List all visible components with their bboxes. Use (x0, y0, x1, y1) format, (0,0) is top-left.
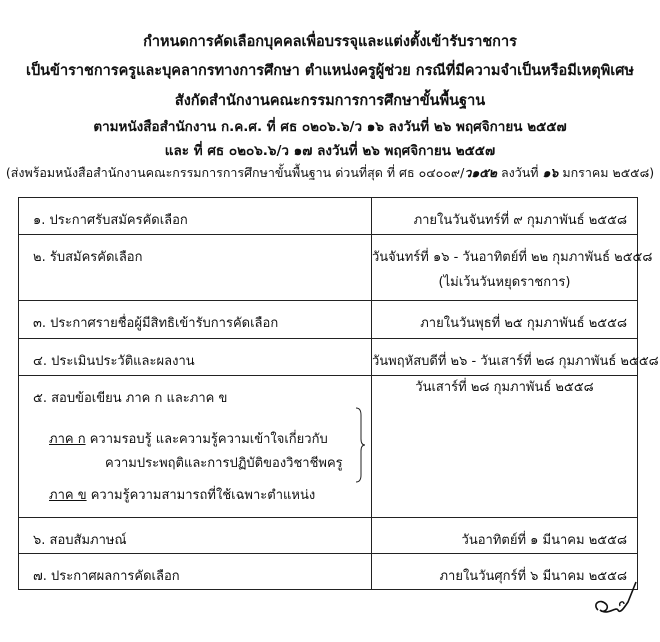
part-a-line (49, 428, 328, 449)
reference-line-2: และ ที่ ศธ ๐๒๐๖.๖/ว ๑๗ ลงวันที่ ๒๖ พฤศจิกายน ๒๕๕๗ (164, 143, 496, 159)
handwritten-day: ๑๖ (542, 165, 559, 180)
table-row (19, 376, 638, 518)
title-line-3: สังกัดสำนักงานคณะกรรมการการศึกษาขั้นพื้นฐาน (174, 93, 486, 109)
part-b-label: ภาค ข (49, 488, 87, 503)
schedule-date: ภายในวันศุกร์ที่ ๖ มีนาคม ๒๕๕๘ (439, 569, 627, 584)
part-a-line-2: ความประพฤติและการปฏิบัติของวิชาชีพครู (105, 456, 343, 471)
part-b-line (49, 484, 315, 505)
handwritten-signature-icon (590, 580, 640, 620)
table-row (19, 554, 638, 590)
schedule-date: ภายในวันจันทร์ที่ ๙ กุมภาพันธ์ ๒๕๕๘ (413, 213, 627, 228)
right-brace-icon (355, 407, 365, 483)
table-row (19, 198, 638, 235)
table-row (19, 339, 638, 376)
cover-letter-note (0, 163, 660, 183)
schedule-date: วันเสาร์ที่ ๒๘ กุมภาพันธ์ ๒๕๕๘ (415, 380, 594, 395)
table-row (19, 301, 638, 339)
schedule-item: ๓. ประกาศรายชื่อผู้มีสิทธิเข้ารับการคัดเลือก (33, 316, 279, 331)
schedule-date: วันพฤหัสบดีที่ ๒๖ - วันเสาร์ที่ ๒๘ กุมภาพันธ์ ๒๕๕๘ (372, 354, 659, 369)
schedule-item: ๕. สอบข้อเขียน ภาค ก และภาค ข (33, 391, 228, 406)
note-suffix: มกราคม ๒๕๕๘) (558, 165, 655, 180)
schedule-date: วันจันทร์ที่ ๑๖ - วันอาทิตย์ที่ ๒๒ กุมภาพันธ์ ๒๕๕๘ (372, 250, 653, 265)
schedule-item: ๗. ประกาศผลการคัดเลือก (33, 569, 180, 584)
part-b-text: ความรู้ความสามารถที่ใช้เฉพาะตำแหน่ง (86, 488, 316, 503)
schedule-item: ๔. ประเมินประวัติและผลงาน (33, 354, 195, 369)
title-line-2: เป็นข้าราชการครูและบุคลากรทางการศึกษา ตำแหน่งครูผู้ช่วย กรณีที่มีความจำเป็นหรือมีเหตุพิเศษ (25, 63, 634, 79)
schedule-item: ๑. ประกาศรับสมัครคัดเลือก (33, 213, 188, 228)
exam-parts (19, 408, 371, 502)
schedule-date: ภายในวันพุธที่ ๒๕ กุมภาพันธ์ ๒๕๕๘ (420, 316, 627, 331)
handwritten-letter-number: ว๑๕๒ (464, 165, 497, 180)
table-row (19, 518, 638, 554)
table-row (19, 235, 638, 301)
note-prefix: (ส่งพร้อมหนังสือสำนักงานคณะกรรมการการศึกษาขั้นพื้นฐาน ด่วนที่สุด ที่ ศธ ๐๔๐๐๙/ (5, 165, 465, 180)
part-a-text: ความรอบรู้ และความรู้ความเข้าใจเกี่ยวกับ (85, 432, 328, 447)
schedule-item: ๒. รับสมัครคัดเลือก (33, 250, 143, 265)
note-middle: ลงวันที่ (496, 165, 543, 180)
schedule-date: วันอาทิตย์ที่ ๑ มีนาคม ๒๕๕๘ (461, 533, 627, 548)
schedule-item: ๖. สอบสัมภาษณ์ (33, 533, 127, 548)
title-line-1: กำหนดการคัดเลือกบุคคลเพื่อบรรจุและแต่งตั้งเข้ารับราชการ (143, 34, 517, 50)
schedule-table (18, 197, 659, 590)
reference-line-1: ตามหนังสือสำนักงาน ก.ค.ศ. ที่ ศธ ๐๒๐๖.๖/ว ๑๖ ลงวันที่ ๒๖ พฤศจิกายน ๒๕๕๗ (93, 119, 567, 135)
part-a-label: ภาค ก (49, 432, 86, 447)
schedule-date-note: (ไม่เว้นวันหยุดราชการ) (438, 275, 571, 290)
